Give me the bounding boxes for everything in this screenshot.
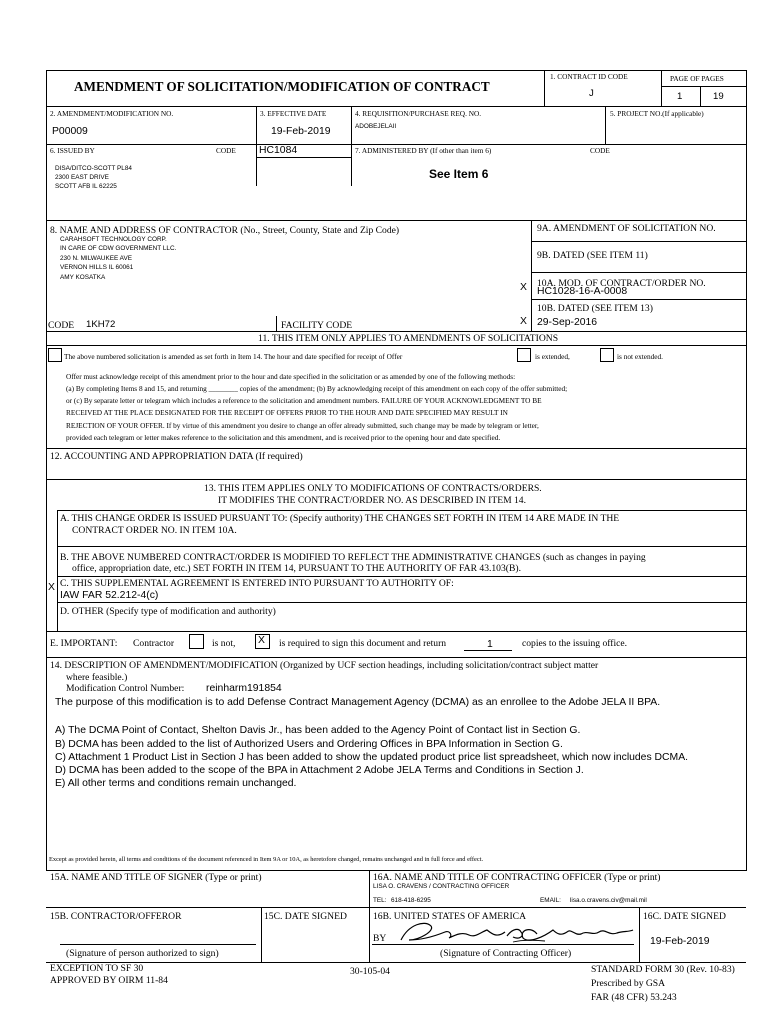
- solicitation-amended-checkbox[interactable]: [48, 348, 62, 362]
- administered-by-label: 7. ADMINISTERED BY (If other than item 6): [355, 146, 492, 155]
- issued-code-value: HC1084: [259, 145, 298, 156]
- mod-control-value: reinharm191854: [206, 683, 282, 694]
- rule: [256, 157, 351, 158]
- rule: [661, 86, 746, 87]
- rule: [57, 602, 746, 603]
- page-total: 19: [713, 91, 724, 102]
- issued-by-label: 6. ISSUED BY: [50, 146, 95, 155]
- contractor-code-label: CODE: [48, 320, 75, 331]
- description-label: where feasible.): [66, 672, 128, 683]
- usa-label: 16B. UNITED STATES OF AMERICA: [373, 911, 527, 922]
- facility-code-label: FACILITY CODE: [281, 320, 353, 331]
- item13b-text: office, appropriation date, etc.) SET FORTH IN ITEM 14, PURSUANT TO THE AUTHORITY OF FAR 43.103(B).: [72, 563, 521, 574]
- issued-by-line: 2300 EAST DRIVE: [55, 174, 109, 181]
- description-item: E) All other terms and conditions remain unchanged.: [55, 778, 297, 789]
- rule: [46, 657, 746, 658]
- item11-title: 11. THIS ITEM ONLY APPLIES TO AMENDMENTS OF SOLICITATIONS: [258, 333, 559, 344]
- issued-by-line: SCOTT AFB IL 62225: [55, 183, 117, 190]
- item11-paragraph: RECEIVED AT THE PLACE DESIGNATED FOR THE RECEIPT OF OFFERS PRIOR TO THE HOUR AND DATE SPECIFIED MAY RESULT IN: [66, 408, 508, 417]
- contract-id-label: 1. CONTRACT ID CODE: [550, 72, 628, 81]
- item13b-text: B. THE ABOVE NUMBERED CONTRACT/ORDER IS MODIFIED TO REFLECT THE ADMINISTRATIVE CHANGES (such as changes in paying: [60, 552, 646, 563]
- tel-value: 618-418-6295: [391, 897, 431, 904]
- copies-suffix: copies to the issuing office.: [522, 638, 628, 649]
- rule: [256, 106, 257, 186]
- dated-9b-label: 9B. DATED (SEE ITEM 11): [537, 250, 648, 261]
- not-extended-label: is not extended.: [617, 352, 664, 361]
- contractor-line: IN CARE OF CDW GOVERNMENT LLC.: [60, 245, 177, 252]
- footer-far: FAR (48 CFR) 53.243: [591, 992, 677, 1003]
- rule: [46, 106, 746, 107]
- rule: [531, 220, 532, 331]
- footer-standard-form: STANDARD FORM 30 (Rev. 10-83): [591, 964, 735, 975]
- project-no-label: 5. PROJECT NO.(If applicable): [610, 109, 704, 118]
- administered-by-value: See Item 6: [429, 167, 489, 181]
- contractor-line: VERNON HILLS IL 60061: [60, 264, 134, 271]
- email-label: EMAIL:: [540, 897, 561, 904]
- rule: [46, 479, 746, 480]
- amendment-no-value: P00009: [52, 126, 88, 137]
- rule: [46, 870, 746, 871]
- rule: [531, 272, 746, 273]
- description-item: C) Attachment 1 Product List in Section J has been added to show the updated product price list spreadsheet, which now includes DCMA.: [55, 752, 689, 763]
- is-required-mark: X: [258, 635, 265, 646]
- rule: [46, 631, 746, 632]
- rule: [57, 546, 746, 547]
- contractor-word: Contractor: [133, 638, 175, 649]
- officer-signature-caption: (Signature of Contracting Officer): [440, 948, 572, 959]
- email-value: lisa.o.cravens.civ@mail.mil: [570, 897, 647, 904]
- mod-control-label: Modification Control Number:: [66, 683, 185, 694]
- rule: [57, 510, 58, 631]
- officer-name-label: 16A. NAME AND TITLE OF CONTRACTING OFFICER (Type or print): [373, 872, 661, 883]
- item13c-text: C. THIS SUPPLEMENTAL AGREEMENT IS ENTERED INTO PURSUANT TO AUTHORITY OF:: [60, 578, 454, 589]
- purpose-text: The purpose of this modification is to add Defense Contract Management Agency (DCMA) as an enrollee to the Adobe JELA II BPA.: [55, 697, 661, 708]
- requisition-value: ADOBEJELAII: [355, 123, 397, 130]
- item11-paragraph: Offer must acknowledge receipt of this amendment prior to the hour and date specified in the solicitation or as amended by one of the following methods:: [66, 372, 516, 381]
- rule: [369, 870, 370, 962]
- description-label: 14. DESCRIPTION OF AMENDMENT/MODIFICATION (Organized by UCF section headings, including solicitation/contract subject matter: [50, 660, 599, 671]
- rule: [46, 962, 746, 963]
- rule: [46, 70, 47, 871]
- contractor-line: AMY KOSATKA: [60, 274, 106, 281]
- effective-date-label: 3. EFFECTIVE DATE: [260, 109, 327, 118]
- rule: [351, 106, 352, 186]
- rule: [46, 345, 746, 346]
- officer-date-value: 19-Feb-2019: [650, 936, 710, 947]
- check-13c: X: [48, 582, 55, 593]
- rule: [746, 70, 747, 871]
- footer-form-number: 30-105-04: [350, 966, 390, 977]
- issued-code-label: CODE: [216, 146, 236, 155]
- description-item: A) The DCMA Point of Contact, Shelton Davis Jr., has been added to the Agency Point of Contact list in Section G.: [55, 725, 581, 736]
- mod-contract-label: 10A. MOD. OF CONTRACT/ORDER NO.: [537, 278, 706, 289]
- extended-label: is extended,: [535, 352, 570, 361]
- extended-checkbox[interactable]: [517, 348, 531, 362]
- contractor-line: CARAHSOFT TECHNOLOGY CORP.: [60, 236, 167, 243]
- check-10b: X: [520, 316, 527, 327]
- dated-10b-label: 10B. DATED (SEE ITEM 13): [537, 303, 653, 314]
- officer-name-value: LISA O. CRAVENS / CONTRACTING OFFICER: [373, 883, 510, 890]
- copies-value: 1: [487, 639, 493, 650]
- description-item: D) DCMA has been added to the scope of the BPA in Attachment 2 Adobe JELA Terms and Conditions in Section J.: [55, 765, 584, 776]
- rule: [639, 907, 640, 962]
- effective-date-value: 19-Feb-2019: [271, 126, 331, 137]
- rule: [605, 106, 606, 144]
- rule: [46, 144, 746, 145]
- item13a-text: CONTRACT ORDER NO. IN ITEM 10A.: [72, 525, 237, 536]
- rule: [276, 316, 277, 331]
- item11-paragraph: (a) By completing Items 8 and 15, and returning ________ copies of the amendment; (b) By acknowledging receipt of this amendment on each copy of the offer submitted;: [66, 384, 568, 393]
- footer-exception: EXCEPTION TO SF 30: [50, 963, 144, 974]
- contractor-date-label: 15C. DATE SIGNED: [264, 911, 347, 922]
- contractor-offeror-label: 15B. CONTRACTOR/OFFEROR: [50, 911, 182, 922]
- page-number: 1: [677, 91, 683, 102]
- check-10a: X: [520, 282, 527, 293]
- item13d-text: D. OTHER (Specify type of modification and authority): [60, 606, 276, 617]
- rule: [261, 907, 262, 962]
- signature-line: [60, 944, 256, 945]
- rule: [531, 299, 746, 300]
- mod-contract-value: HC1028-16-A-0008: [537, 286, 628, 297]
- contractor-code-value: 1KH72: [86, 319, 116, 330]
- contractor-label: 8. NAME AND ADDRESS OF CONTRACTOR (No., Street, County, State and Zip Code): [50, 225, 400, 236]
- description-item: B) DCMA has been added to the list of Authorized Users and Ordering Offices in BPA Information in Section G.: [55, 739, 563, 750]
- item11-paragraph: or (c) By separate letter or telegram which includes a reference to the solicitation and amendment numbers. FAILURE OF YOUR ACKNOWLEDGMENT TO BE: [66, 396, 542, 405]
- contractor-signature-caption: (Signature of person authorized to sign): [66, 948, 219, 959]
- rule: [544, 70, 545, 106]
- issued-by-line: DISA/DITCO-SCOTT PL84: [55, 165, 132, 172]
- rule: [46, 907, 746, 908]
- item13c-authority: IAW FAR 52.212-4(c): [60, 590, 159, 601]
- contract-id-value: J: [589, 88, 594, 99]
- rule: [46, 331, 746, 332]
- footer-approved: APPROVED BY OIRM 11-84: [50, 975, 168, 986]
- important-label: E. IMPORTANT:: [50, 638, 118, 649]
- item13a-text: A. THIS CHANGE ORDER IS ISSUED PURSUANT TO: (Specify authority) THE CHANGES SET FORTH IN ITEM 14 ARE MADE IN THE: [60, 513, 620, 524]
- is-required-text: is required to sign this document and return: [279, 638, 447, 649]
- dated-10b-value: 29-Sep-2016: [537, 317, 598, 328]
- form-title: AMENDMENT OF SOLICITATION/MODIFICATION OF CONTRACT: [74, 79, 490, 94]
- accounting-label: 12. ACCOUNTING AND APPROPRIATION DATA (If required): [50, 451, 303, 462]
- rule: [57, 576, 746, 577]
- not-extended-checkbox[interactable]: [600, 348, 614, 362]
- is-not-label: is not,: [212, 638, 236, 649]
- by-label: BY: [373, 933, 387, 944]
- item11-paragraph: REJECTION OF YOUR OFFER. If by virtue of this amendment you desire to change an offer already submitted, such change may be made by telegram or letter,: [66, 421, 539, 430]
- footer-prescribed: Prescribed by GSA: [591, 978, 666, 989]
- item13-title: 13. THIS ITEM APPLIES ONLY TO MODIFICATIONS OF CONTRACTS/ORDERS.: [204, 483, 542, 494]
- signer-name-label: 15A. NAME AND TITLE OF SIGNER (Type or print): [50, 872, 262, 883]
- rule: [661, 70, 662, 106]
- rule: [46, 70, 746, 71]
- except-text: Except as provided herein, all terms and conditions of the document referenced in Item 9A or 10A, as heretofore changed, remains unchanged and in full force and effect.: [49, 856, 484, 863]
- officer-signature-icon: [395, 918, 635, 946]
- tel-label: TEL:: [373, 897, 387, 904]
- item11-line1: The above numbered solicitation is amended as set forth in Item 14. The hour and date specified for receipt of Offer: [64, 352, 403, 361]
- contractor-line: 230 N. MILWAUKEE AVE: [60, 255, 132, 262]
- page-of-pages-label: PAGE OF PAGES: [670, 74, 724, 83]
- requisition-label: 4. REQUISITION/PURCHASE REQ. NO.: [355, 109, 482, 118]
- rule: [46, 448, 746, 449]
- rule: [46, 220, 746, 221]
- rule: [531, 241, 746, 242]
- item13-title: IT MODIFIES THE CONTRACT/ORDER NO. AS DESCRIBED IN ITEM 14.: [218, 495, 526, 506]
- rule: [57, 510, 746, 511]
- administered-code-label: CODE: [590, 146, 610, 155]
- amendment-solicitation-label: 9A. AMENDMENT OF SOLICITATION NO.: [537, 223, 716, 234]
- amendment-no-label: 2. AMENDMENT/MODIFICATION NO.: [50, 109, 174, 118]
- item11-paragraph: provided each telegram or letter makes reference to the solicitation and this amendment, and is received prior to the opening hour and date specified.: [66, 433, 501, 442]
- officer-date-label: 16C. DATE SIGNED: [643, 911, 726, 922]
- rule: [700, 86, 701, 106]
- is-not-checkbox[interactable]: [189, 634, 204, 649]
